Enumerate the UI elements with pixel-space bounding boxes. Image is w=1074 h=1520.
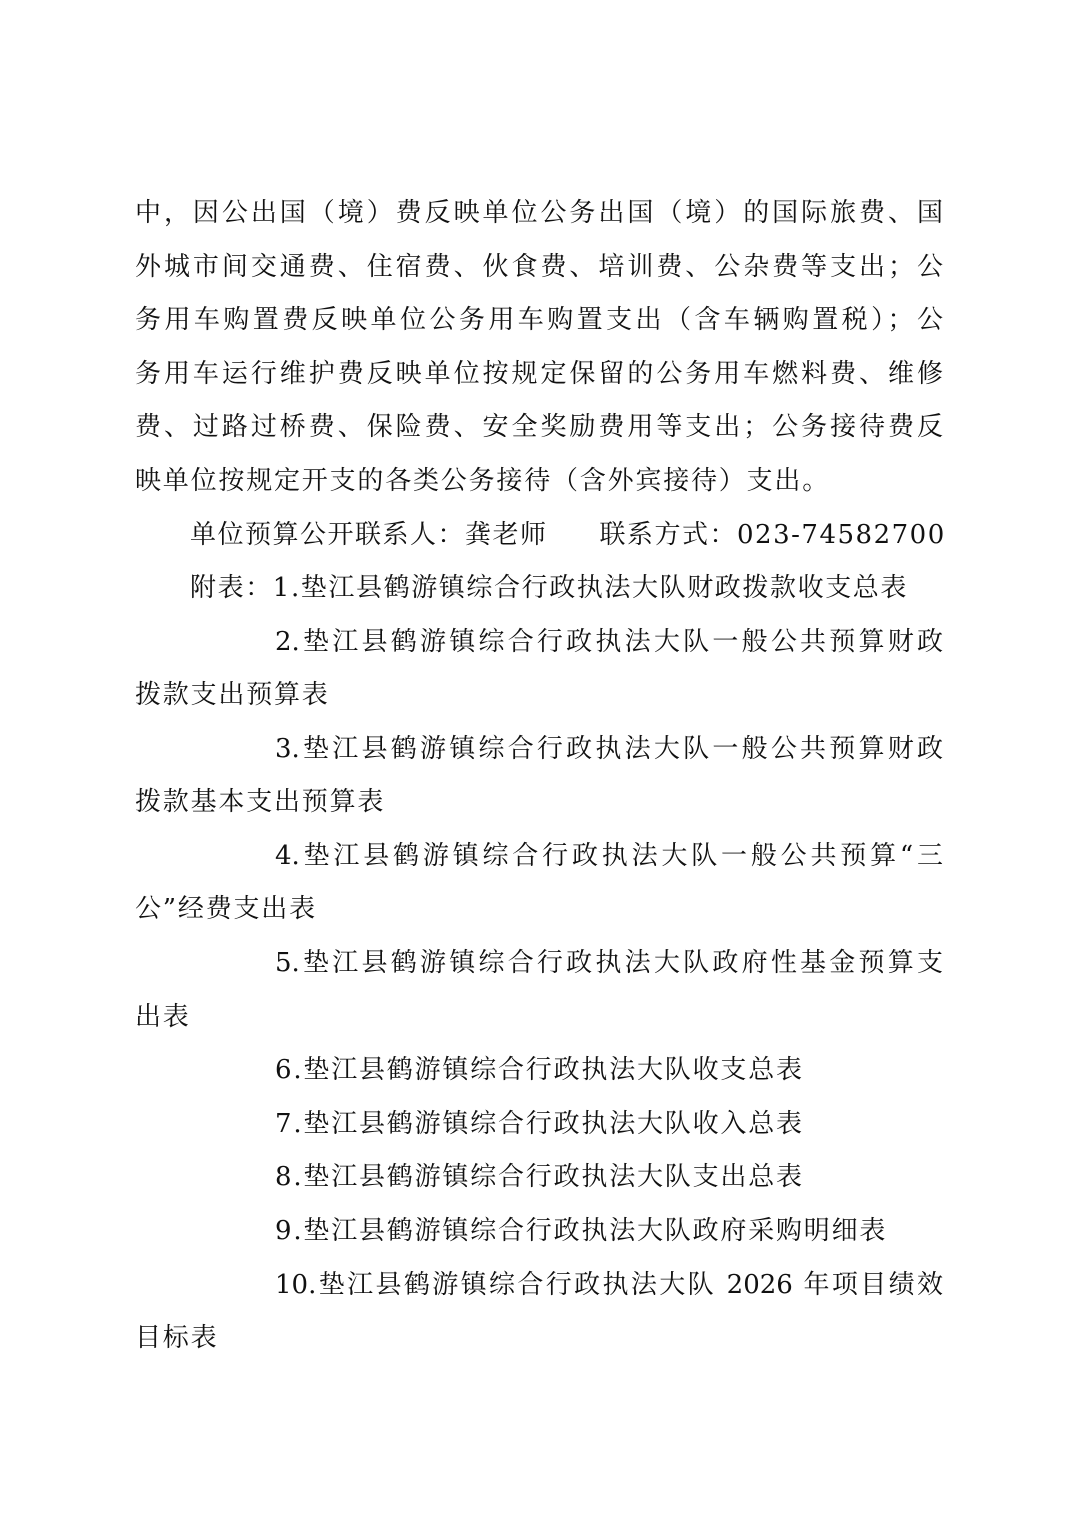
appendix-item-cont: 出表	[135, 1002, 191, 1032]
appendix-item: 6.垫江县鹤游镇综合行政执法大队收支总表	[275, 1055, 804, 1085]
appendix-item: 附表：1.垫江县鹤游镇综合行政执法大队财政拨款收支总表	[190, 573, 909, 603]
paragraph-line: 务用车购置费反映单位公务用车购置支出（含车辆购置税）；公	[135, 305, 943, 335]
appendix-item: 2.垫江县鹤游镇综合行政执法大队一般公共预算财政	[275, 627, 943, 657]
appendix-item-cont: 拨款支出预算表	[135, 680, 330, 710]
appendix-item: 4.垫江县鹤游镇综合行政执法大队一般公共预算“三	[275, 841, 943, 871]
contact-person: 单位预算公开联系人：龚老师	[190, 520, 548, 550]
paragraph-line: 映单位按规定开支的各类公务接待（含外宾接待）支出。	[135, 466, 831, 496]
contact-phone: 联系方式：023-74582700	[599, 520, 946, 550]
appendix-item: 7.垫江县鹤游镇综合行政执法大队收入总表	[275, 1109, 804, 1139]
paragraph-line: 外城市间交通费、住宿费、伙食费、培训费、公杂费等支出；公	[135, 252, 943, 282]
appendix-item-cont: 目标表	[135, 1323, 219, 1353]
appendix-item: 10.垫江县鹤游镇综合行政执法大队 2026 年项目绩效	[275, 1270, 943, 1300]
appendix-item: 3.垫江县鹤游镇综合行政执法大队一般公共预算财政	[275, 734, 943, 764]
contact-line	[190, 519, 946, 551]
paragraph-line: 费、过路过桥费、保险费、安全奖励费用等支出；公务接待费反	[135, 412, 943, 442]
appendix-item: 8.垫江县鹤游镇综合行政执法大队支出总表	[275, 1162, 804, 1192]
appendix-item-cont: 拨款基本支出预算表	[135, 787, 386, 817]
appendix-item-cont: 公”经费支出表	[135, 894, 317, 924]
appendix-item: 5.垫江县鹤游镇综合行政执法大队政府性基金预算支	[275, 948, 943, 978]
paragraph-line: 务用车运行维护费反映单位按规定保留的公务用车燃料费、维修	[135, 359, 943, 389]
appendix-item: 9.垫江县鹤游镇综合行政执法大队政府采购明细表	[275, 1216, 888, 1246]
paragraph-line: 中，因公出国（境）费反映单位公务出国（境）的国际旅费、国	[135, 198, 943, 228]
